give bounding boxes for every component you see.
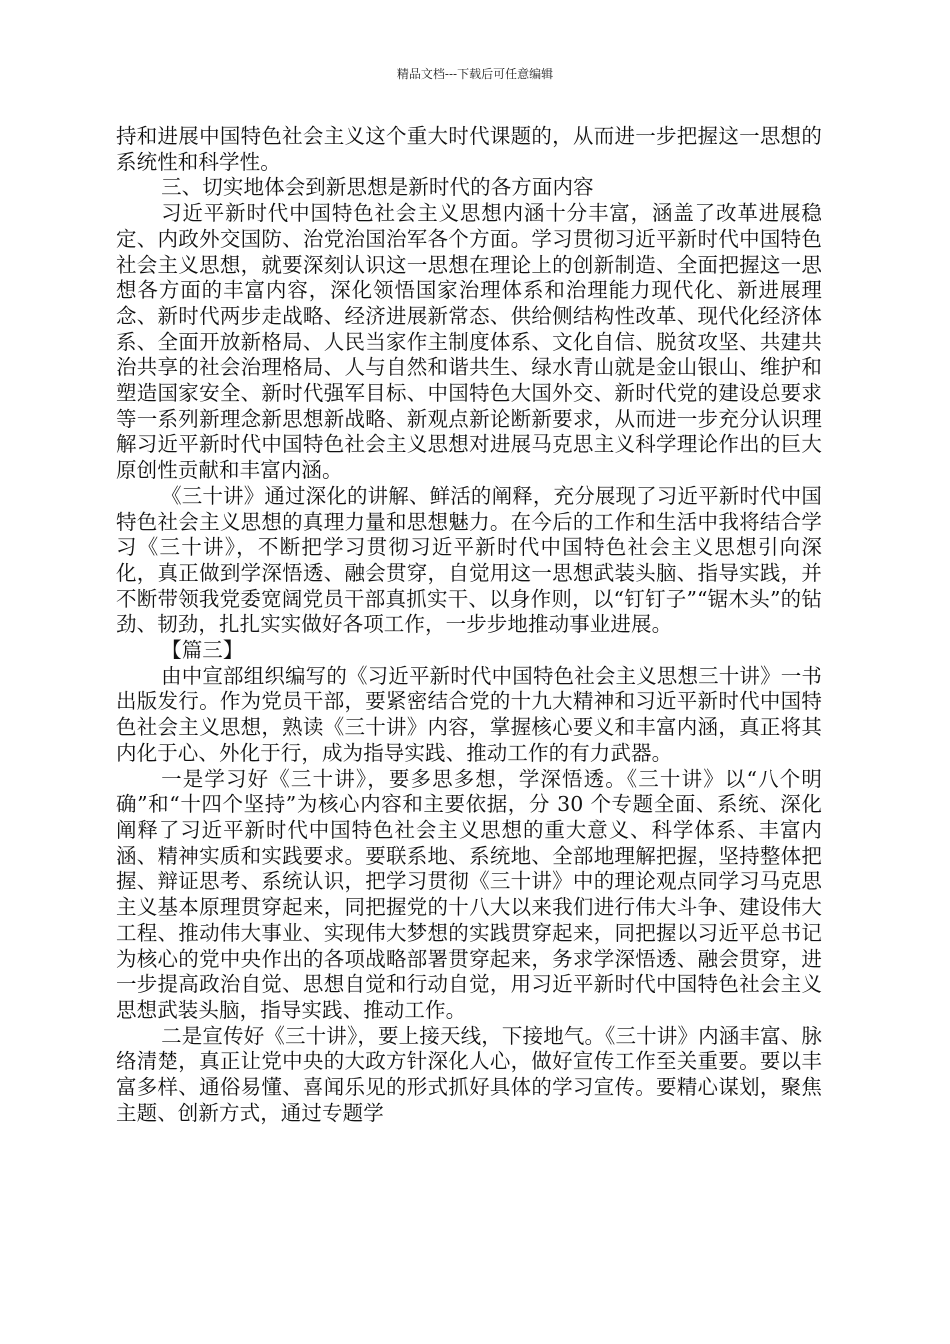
paragraph: 一是学习好《三十讲》，要多思多想，学深悟透。《三十讲》以“八个明确”和“十四个坚持”为核心内容和主要依据，分 30 个专题全面、系统、深化阐释了习近平新时代中国特色社会主义思想的重大意义、科学体系、丰富内涵、精神实质和实践要求。要联系地、系统地、全部地理解把握，坚持整体把握、辩证思考、系统认识，把学习贯彻《三十讲》中的理论观点同学习马克思主义基本原理贯穿起来，同把握党的十八大以来我们进行伟大斗争、建设伟大工程、推动伟大事业、实现伟大梦想的实践贯穿起来，同把握以习近平总书记为核心的党中央作出的各项战略部署贯穿起来，务求学深悟透、融会贯穿，进一步提高政治自觉、思想自觉和行动自觉，用习近平新时代中国特色社会主义思想武装头脑，指导实践、推动工作。 bbox=[116, 766, 822, 1022]
paragraph: 二是宣传好《三十讲》，要上接天线，下接地气。《三十讲》内涵丰富、脉络清楚，真正让党中央的大政方针深化人心，做好宣传工作至关重要。要以丰富多样、通俗易懂、喜闻乐见的形式抓好具体的学习宣传。要精心谋划，聚焦主题、创新方式，通过专题学 bbox=[116, 1023, 822, 1125]
paragraph-continuation: 持和进展中国特色社会主义这个重大时代课题的，从而进一步把握这一思想的系统性和科学性。 bbox=[116, 124, 822, 174]
section-heading: 三、切实地体会到新思想是新时代的各方面内容 bbox=[161, 175, 594, 200]
paragraph: 《三十讲》通过深化的讲解、鲜活的阐释，充分展现了习近平新时代中国特色社会主义思想的真理力量和思想魅力。在今后的工作和生活中我将结合学习《三十讲》，不断把学习贯彻习近平新时代中国特色社会主义思想引向深化，真正做到学深悟透、融会贯穿，自觉用这一思想武装头脑、指导实践，并不断带领我党委宽阔党员干部真抓实干、以身作则，以“钉钉子”“锯木头”的钻劲、韧劲，扎扎实实做好各项工作，一步步地推动事业进展。 bbox=[116, 483, 822, 637]
paragraph: 习近平新时代中国特色社会主义思想内涵十分丰富，涵盖了改革进展稳定、内政外交国防、治党治国治军各个方面。学习贯彻习近平新时代中国特色社会主义思想，就要深刻认识这一思想在理论上的创新制造、全面把握这一思想各方面的丰富内容，深化领悟国家治理体系和治理能力现代化、新进展理念、新时代两步走战略、经济进展新常态、供给侧结构性改革、现代化经济体系、全面开放新格局、人民当家作主制度体系、文化自信、脱贫攻坚、共建共治共享的社会治理格局、人与自然和谐共生、绿水青山就是金山银山、维护和塑造国家安全、新时代强军目标、中国特色大国外交、新时代党的建设总要求等一系列新理念新思想新战略、新观点新论断新要求，从而进一步充分认识理解习近平新时代中国特色社会主义思想对进展马克思主义科学理论作出的巨大原创性贡献和丰富内涵。 bbox=[116, 201, 822, 483]
page-header: 精品文档---下载后可任意编辑 bbox=[396, 67, 554, 81]
document-body bbox=[116, 124, 822, 1126]
section-label: 【篇三】 bbox=[161, 638, 244, 663]
paragraph: 由中宣部组织编写的《习近平新时代中国特色社会主义思想三十讲》一书出版发行。作为党员干部，要紧密结合党的十九大精神和习近平新时代中国特色社会主义思想，熟读《三十讲》内容，掌握核心要义和丰富内涵，真正将其内化于心、外化于行，成为指导实践、推动工作的有力武器。 bbox=[116, 663, 822, 765]
